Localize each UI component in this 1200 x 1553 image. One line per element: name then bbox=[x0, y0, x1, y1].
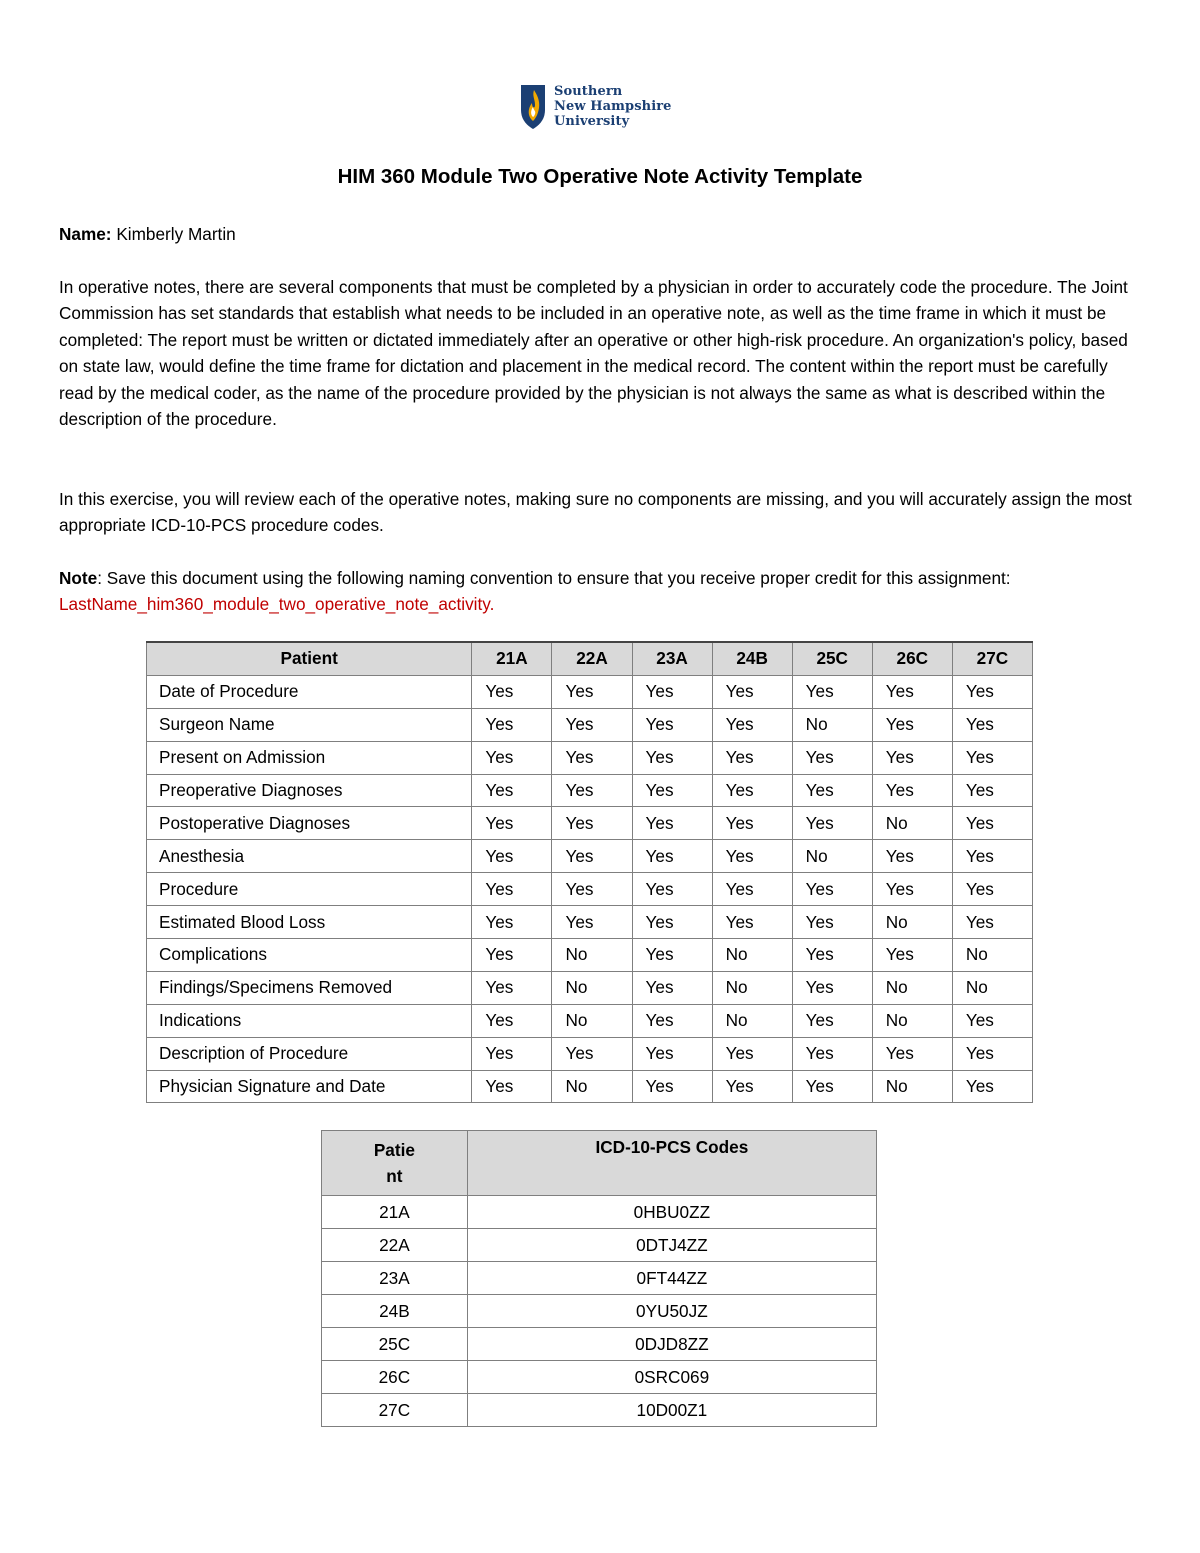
table-row bbox=[322, 1229, 877, 1262]
component-status-cell: Yes bbox=[632, 971, 712, 1004]
component-status-cell: Yes bbox=[632, 873, 712, 906]
component-status-cell: Yes bbox=[872, 741, 952, 774]
component-status-cell: Yes bbox=[632, 807, 712, 840]
component-label: Estimated Blood Loss bbox=[147, 906, 472, 939]
table-row bbox=[147, 675, 1033, 708]
icd-codes-table bbox=[321, 1130, 877, 1427]
component-status-cell: Yes bbox=[952, 741, 1032, 774]
component-status-cell: Yes bbox=[792, 741, 872, 774]
header-patient-line-1: Patie bbox=[373, 1140, 415, 1160]
codes-header-row bbox=[322, 1131, 877, 1196]
component-status-cell: Yes bbox=[632, 939, 712, 972]
component-status-cell: Yes bbox=[472, 774, 552, 807]
component-status-cell: Yes bbox=[792, 939, 872, 972]
component-status-cell: Yes bbox=[632, 774, 712, 807]
component-status-cell: Yes bbox=[472, 1037, 552, 1070]
university-shield-flame-icon bbox=[520, 84, 546, 130]
header-patient-22a: 22A bbox=[552, 642, 632, 675]
component-status-cell: Yes bbox=[472, 906, 552, 939]
component-status-cell: Yes bbox=[552, 675, 632, 708]
icd-code-cell: 0SRC069 bbox=[467, 1361, 876, 1394]
component-status-cell: Yes bbox=[952, 807, 1032, 840]
header-patient-23a: 23A bbox=[632, 642, 712, 675]
component-status-cell: No bbox=[952, 939, 1032, 972]
intro-paragraph: In operative notes, there are several components that must be completed by a physician in order to accurately code the procedure. The Joint Commission has set standards that establish what needs to be included in an operative note, as well as the time frame in which it must be completed: The report must be written or dictated immediately after an operative or other high-risk procedure. An organization's policy, based on state law, would define the time frame for dictation and placement in the medical record. The content within the report must be carefully read by the medical coder, as the name of the procedure provided by the physician is not always the same as what is described within the description of the procedure. bbox=[59, 277, 1128, 430]
operative-components-table bbox=[146, 641, 1033, 1103]
icd-code-cell: 0HBU0ZZ bbox=[467, 1196, 876, 1229]
component-status-cell: Yes bbox=[712, 1037, 792, 1070]
component-status-cell: Yes bbox=[472, 939, 552, 972]
component-status-cell: Yes bbox=[952, 1070, 1032, 1103]
component-status-cell: Yes bbox=[472, 807, 552, 840]
patient-id-cell: 24B bbox=[322, 1295, 468, 1328]
component-status-cell: Yes bbox=[552, 873, 632, 906]
table-row bbox=[147, 807, 1033, 840]
patient-id-cell: 25C bbox=[322, 1328, 468, 1361]
component-status-cell: Yes bbox=[632, 906, 712, 939]
component-status-cell: Yes bbox=[952, 1037, 1032, 1070]
component-status-cell: Yes bbox=[472, 873, 552, 906]
component-status-cell: Yes bbox=[792, 1037, 872, 1070]
table-row bbox=[322, 1295, 877, 1328]
patient-id-cell: 23A bbox=[322, 1262, 468, 1295]
component-status-cell: Yes bbox=[552, 807, 632, 840]
codes-header-patient bbox=[322, 1131, 468, 1196]
component-status-cell: Yes bbox=[792, 971, 872, 1004]
component-status-cell: Yes bbox=[792, 807, 872, 840]
logo-line-3: University bbox=[554, 114, 630, 129]
logo-line-2: New Hampshire bbox=[554, 99, 672, 114]
component-status-cell: Yes bbox=[792, 1004, 872, 1037]
component-label: Preoperative Diagnoses bbox=[147, 774, 472, 807]
component-status-cell: Yes bbox=[792, 873, 872, 906]
component-status-cell: Yes bbox=[632, 741, 712, 774]
component-status-cell: Yes bbox=[952, 840, 1032, 873]
table-header-row bbox=[147, 642, 1033, 675]
component-status-cell: Yes bbox=[712, 807, 792, 840]
component-status-cell: Yes bbox=[552, 741, 632, 774]
student-name: Kimberly Martin bbox=[111, 224, 236, 244]
university-logo bbox=[520, 84, 672, 130]
header-patient-26c: 26C bbox=[872, 642, 952, 675]
component-status-cell: No bbox=[872, 1004, 952, 1037]
patient-id-cell: 27C bbox=[322, 1394, 468, 1427]
component-status-cell: Yes bbox=[632, 1037, 712, 1070]
component-label: Complications bbox=[147, 939, 472, 972]
component-label: Surgeon Name bbox=[147, 708, 472, 741]
table-row bbox=[147, 939, 1033, 972]
component-status-cell: Yes bbox=[552, 840, 632, 873]
component-status-cell: Yes bbox=[472, 675, 552, 708]
component-status-cell: Yes bbox=[472, 1004, 552, 1037]
university-wordmark bbox=[554, 84, 672, 129]
component-status-cell: Yes bbox=[472, 840, 552, 873]
header-patient-21a: 21A bbox=[472, 642, 552, 675]
header-patient-27c: 27C bbox=[952, 642, 1032, 675]
component-label: Date of Procedure bbox=[147, 675, 472, 708]
exercise-paragraph: In this exercise, you will review each of the operative notes, making sure no components are missing, and you will accurately assign the most appropriate ICD-10-PCS procedure codes. bbox=[59, 489, 1132, 536]
component-status-cell: No bbox=[552, 971, 632, 1004]
component-status-cell: Yes bbox=[552, 774, 632, 807]
table-row bbox=[147, 774, 1033, 807]
component-label: Present on Admission bbox=[147, 741, 472, 774]
header-patient-25c: 25C bbox=[792, 642, 872, 675]
note-label: Note bbox=[59, 568, 98, 588]
table-row bbox=[147, 708, 1033, 741]
component-status-cell: Yes bbox=[472, 708, 552, 741]
codes-header-codes: ICD-10-PCS Codes bbox=[467, 1131, 876, 1196]
component-status-cell: Yes bbox=[632, 1004, 712, 1037]
component-status-cell: Yes bbox=[792, 675, 872, 708]
table-row bbox=[147, 873, 1033, 906]
component-status-cell: No bbox=[952, 971, 1032, 1004]
header-patient-24b: 24B bbox=[712, 642, 792, 675]
table-row bbox=[147, 1070, 1033, 1103]
component-status-cell: Yes bbox=[792, 906, 872, 939]
component-status-cell: No bbox=[872, 807, 952, 840]
component-status-cell: Yes bbox=[712, 1070, 792, 1103]
name-label: Name: bbox=[59, 224, 112, 244]
patient-id-cell: 26C bbox=[322, 1361, 468, 1394]
document-title: HIM 360 Module Two Operative Note Activity Template bbox=[337, 165, 863, 188]
component-status-cell: No bbox=[712, 971, 792, 1004]
component-status-cell: No bbox=[712, 1004, 792, 1037]
note-paragraph bbox=[59, 565, 1141, 618]
table-row bbox=[322, 1394, 877, 1427]
patient-id-cell: 21A bbox=[322, 1196, 468, 1229]
icd-code-cell: 0DTJ4ZZ bbox=[467, 1229, 876, 1262]
table-row bbox=[322, 1361, 877, 1394]
component-status-cell: Yes bbox=[712, 774, 792, 807]
header-patient-line-2: nt bbox=[386, 1166, 403, 1186]
component-status-cell: Yes bbox=[712, 840, 792, 873]
component-status-cell: Yes bbox=[952, 1004, 1032, 1037]
component-label: Findings/Specimens Removed bbox=[147, 971, 472, 1004]
table-row bbox=[322, 1328, 877, 1361]
component-status-cell: Yes bbox=[552, 1037, 632, 1070]
component-status-cell: Yes bbox=[472, 741, 552, 774]
component-label: Physician Signature and Date bbox=[147, 1070, 472, 1103]
table-row bbox=[147, 1037, 1033, 1070]
component-label: Indications bbox=[147, 1004, 472, 1037]
component-status-cell: Yes bbox=[472, 971, 552, 1004]
component-status-cell: No bbox=[872, 906, 952, 939]
component-label: Anesthesia bbox=[147, 840, 472, 873]
logo-line-1: Southern bbox=[554, 84, 623, 99]
table-row bbox=[322, 1262, 877, 1295]
component-status-cell: Yes bbox=[952, 906, 1032, 939]
component-status-cell: Yes bbox=[952, 774, 1032, 807]
component-status-cell: No bbox=[872, 971, 952, 1004]
component-status-cell: Yes bbox=[712, 675, 792, 708]
component-status-cell: Yes bbox=[632, 675, 712, 708]
component-status-cell: Yes bbox=[872, 939, 952, 972]
table-row bbox=[147, 971, 1033, 1004]
component-status-cell: No bbox=[872, 1070, 952, 1103]
component-status-cell: No bbox=[552, 1004, 632, 1037]
component-status-cell: Yes bbox=[872, 873, 952, 906]
icd-code-cell: 0FT44ZZ bbox=[467, 1262, 876, 1295]
table-row bbox=[322, 1196, 877, 1229]
component-status-cell: No bbox=[792, 840, 872, 873]
table-row bbox=[147, 741, 1033, 774]
icd-code-cell: 0DJD8ZZ bbox=[467, 1328, 876, 1361]
component-status-cell: Yes bbox=[872, 774, 952, 807]
component-status-cell: Yes bbox=[952, 873, 1032, 906]
note-colon: : bbox=[97, 568, 102, 588]
header-patient: Patient bbox=[147, 642, 472, 675]
component-status-cell: Yes bbox=[712, 708, 792, 741]
component-status-cell: Yes bbox=[552, 708, 632, 741]
component-status-cell: Yes bbox=[632, 708, 712, 741]
component-status-cell: No bbox=[792, 708, 872, 741]
component-status-cell: Yes bbox=[792, 1070, 872, 1103]
component-status-cell: No bbox=[712, 939, 792, 972]
component-status-cell: Yes bbox=[472, 1070, 552, 1103]
component-status-cell: No bbox=[552, 1070, 632, 1103]
component-status-cell: Yes bbox=[952, 675, 1032, 708]
component-status-cell: Yes bbox=[792, 774, 872, 807]
component-label: Postoperative Diagnoses bbox=[147, 807, 472, 840]
table-row bbox=[147, 1004, 1033, 1037]
table-row bbox=[147, 840, 1033, 873]
table-row bbox=[147, 906, 1033, 939]
student-name-line bbox=[59, 221, 1141, 247]
component-status-cell: No bbox=[552, 939, 632, 972]
component-status-cell: Yes bbox=[552, 906, 632, 939]
component-label: Procedure bbox=[147, 873, 472, 906]
component-status-cell: Yes bbox=[872, 675, 952, 708]
icd-code-cell: 10D00Z1 bbox=[467, 1394, 876, 1427]
component-status-cell: Yes bbox=[872, 708, 952, 741]
icd-code-cell: 0YU50JZ bbox=[467, 1295, 876, 1328]
component-status-cell: Yes bbox=[712, 741, 792, 774]
component-status-cell: Yes bbox=[632, 1070, 712, 1103]
note-text: Save this document using the following naming convention to ensure that you receive proper credit for this assignment: bbox=[101, 568, 1011, 588]
component-status-cell: Yes bbox=[712, 906, 792, 939]
component-status-cell: Yes bbox=[872, 1037, 952, 1070]
filename-convention: LastName_him360_module_two_operative_note_activity. bbox=[59, 594, 495, 615]
component-status-cell: Yes bbox=[712, 873, 792, 906]
component-status-cell: Yes bbox=[632, 840, 712, 873]
component-status-cell: Yes bbox=[872, 840, 952, 873]
component-label: Description of Procedure bbox=[147, 1037, 472, 1070]
patient-id-cell: 22A bbox=[322, 1229, 468, 1262]
component-status-cell: Yes bbox=[952, 708, 1032, 741]
